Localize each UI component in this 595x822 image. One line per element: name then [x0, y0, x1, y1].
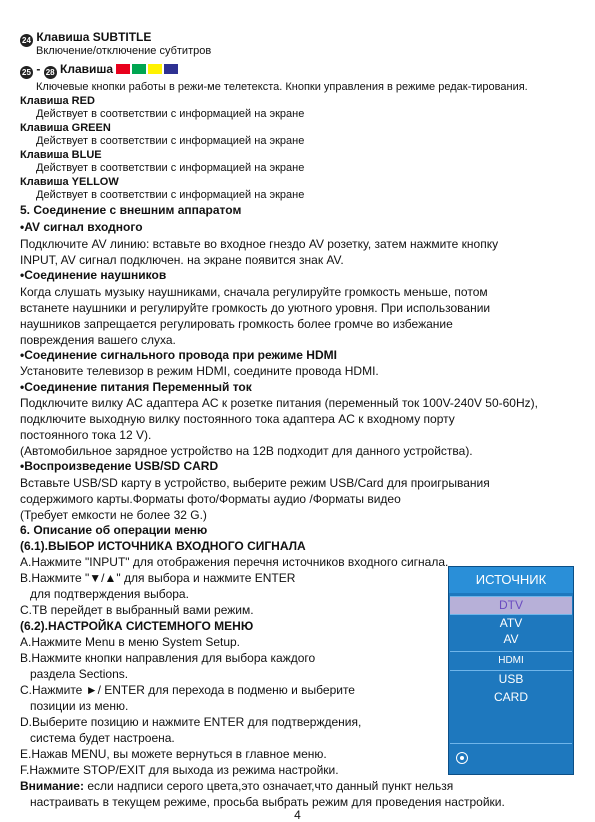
- headphones-line-4: повреждения вашего слуха.: [20, 333, 176, 347]
- external-heading: 5. Соединение с внешним аппаратом: [20, 203, 242, 217]
- green-swatch: [132, 64, 146, 74]
- page-number: 4: [294, 808, 301, 822]
- green-key-title: Клавиша GREEN: [20, 122, 111, 134]
- av-line-2: INPUT, AV сигнал подключен. на экране появится знак AV.: [20, 253, 344, 267]
- section-6-1-b1: B.Нажмите "▼/▲" для выбора и нажмите ENTER: [20, 571, 296, 585]
- red-key-title: Клавиша RED: [20, 95, 95, 107]
- color-keys-heading: [20, 62, 180, 79]
- heading-text: Клавиша: [60, 62, 114, 76]
- heading-text: Клавиша SUBTITLE: [36, 30, 152, 44]
- source-menu: [448, 566, 574, 775]
- section-6-2-f: F.Нажмите STOP/EXIT для выхода из режима настройки.: [20, 763, 339, 777]
- number-badge: 24: [20, 34, 33, 47]
- headphones-line-2: встанете наушники и регулируйте громкость до уютного уровня. При использовании: [20, 301, 491, 315]
- headphones-title: •Соединение наушников: [20, 268, 167, 282]
- blue-key-desc: Действует в соответствии с информацией на экране: [36, 162, 305, 174]
- av-line-1: Подключите AV линию: вставьте во входное гнездо AV розетку, затем нажмите кнопку: [20, 237, 499, 251]
- power-line-3: постоянного тока 12 V).: [20, 428, 152, 442]
- source-item-usb[interactable]: USB: [450, 670, 572, 688]
- dash: -: [36, 62, 41, 76]
- note-label: Внимание:: [20, 779, 84, 793]
- source-item-hdmi[interactable]: HDMI: [450, 651, 572, 669]
- section-6-2-b2: раздела Sections.: [30, 667, 129, 681]
- note-text: если надписи серого цвета,это означает,что данный пункт нельзя: [83, 779, 454, 793]
- hdmi-line-1: Установите телевизор в режим HDMI, соедините провода HDMI.: [20, 364, 379, 378]
- section-6-1-b2: для подтверждения выбора.: [30, 587, 189, 601]
- section-6-2-d1: D.Выберите позицию и нажмите ENTER для подтверждения,: [20, 715, 362, 729]
- section-6-2-c2: позиции из меню.: [30, 699, 129, 713]
- usb-title: •Воспроизведение USB/SD CARD: [20, 459, 219, 473]
- number-badge: 25: [20, 66, 33, 79]
- red-key-desc: Действует в соответствии с информацией на экране: [36, 108, 305, 120]
- red-swatch: [116, 64, 130, 74]
- source-menu-footer: [450, 743, 572, 772]
- yellow-swatch: [148, 64, 162, 74]
- source-item-atv[interactable]: ATV: [450, 614, 572, 632]
- section-6-2-a: A.Нажмите Menu в меню System Setup.: [20, 635, 241, 649]
- hdmi-title: •Соединение сигнального провода при режиме HDMI: [20, 348, 337, 362]
- color-keys-desc: Ключевые кнопки работы в режи-ме телетекста. Кнопки управления в режиме редак-тирования.: [36, 81, 528, 93]
- usb-line-2: содержимого карты.Форматы фото/Форматы аудио /Форматы видео: [20, 492, 401, 506]
- source-item-dtv[interactable]: DTV: [450, 596, 572, 614]
- yellow-key-desc: Действует в соответствии с информацией на экране: [36, 189, 305, 201]
- yellow-key-title: Клавиша YELLOW: [20, 176, 119, 188]
- section-6-2-b1: B.Нажмите кнопки направления для выбора каждого: [20, 651, 316, 665]
- section-6-2-d2: система будет настроена.: [30, 731, 175, 745]
- target-icon: [456, 752, 468, 764]
- blue-key-title: Клавиша BLUE: [20, 149, 102, 161]
- section-6-2-e: E.Нажав MENU, вы можете вернуться в главное меню.: [20, 747, 327, 761]
- operation-heading: 6. Описание об операции меню: [20, 523, 208, 537]
- blue-swatch: [164, 64, 178, 74]
- source-item-av[interactable]: AV: [503, 632, 519, 646]
- subtitle-key-desc: Включение/отключение субтитров: [36, 45, 212, 57]
- headphones-line-3: наушников запрещается регулировать громкость более громче во избежание: [20, 317, 453, 331]
- power-line-1: Подключите вилку AC адаптера AC к розетке питания (переменный ток 100V-240V 50-60Hz),: [20, 396, 538, 410]
- source-item-card[interactable]: CARD: [493, 690, 528, 704]
- usb-line-3: (Требует емкости не более 32 G.): [20, 508, 207, 522]
- av-title: •AV сигнал входного: [20, 220, 143, 234]
- section-6-2-c1: C.Нажмите ►/ ENTER для перехода в подменю и выберите: [20, 683, 355, 697]
- source-menu-title: ИСТОЧНИК: [449, 567, 573, 593]
- note-line-2: настраивать в текущем режиме, просьба выбрать режим для проведения настройки.: [30, 795, 505, 809]
- headphones-line-1: Когда слушать музыку наушниками, сначала регулируйте громкость меньше, потом: [20, 285, 488, 299]
- note-line-1: [20, 779, 453, 793]
- power-title: •Соединение питания Переменный ток: [20, 380, 252, 394]
- number-badge: 28: [44, 66, 57, 79]
- power-line-2: подключите выходную вилку постоянного тока адаптера AC к входному порту: [20, 412, 455, 426]
- usb-line-1: Вставьте USB/SD карту в устройство, выберите режим USB/Card для проигрывания: [20, 476, 490, 490]
- green-key-desc: Действует в соответствии с информацией на экране: [36, 135, 305, 147]
- section-6-2-title: (6.2).НАСТРОЙКА СИСТЕМНОГО МЕНЮ: [20, 619, 254, 633]
- section-6-1-title: (6.1).ВЫБОР ИСТОЧНИКА ВХОДНОГО СИГНАЛА: [20, 539, 306, 553]
- section-6-1-a: A.Нажмите "INPUT" для отображения перечня источников входного сигнала.: [20, 555, 449, 569]
- section-6-1-c: C.ТВ перейдет в выбранный вами режим.: [20, 603, 254, 617]
- power-line-4: (Автомобильное зарядное устройство на 12В подходит для данного устройства).: [20, 444, 473, 458]
